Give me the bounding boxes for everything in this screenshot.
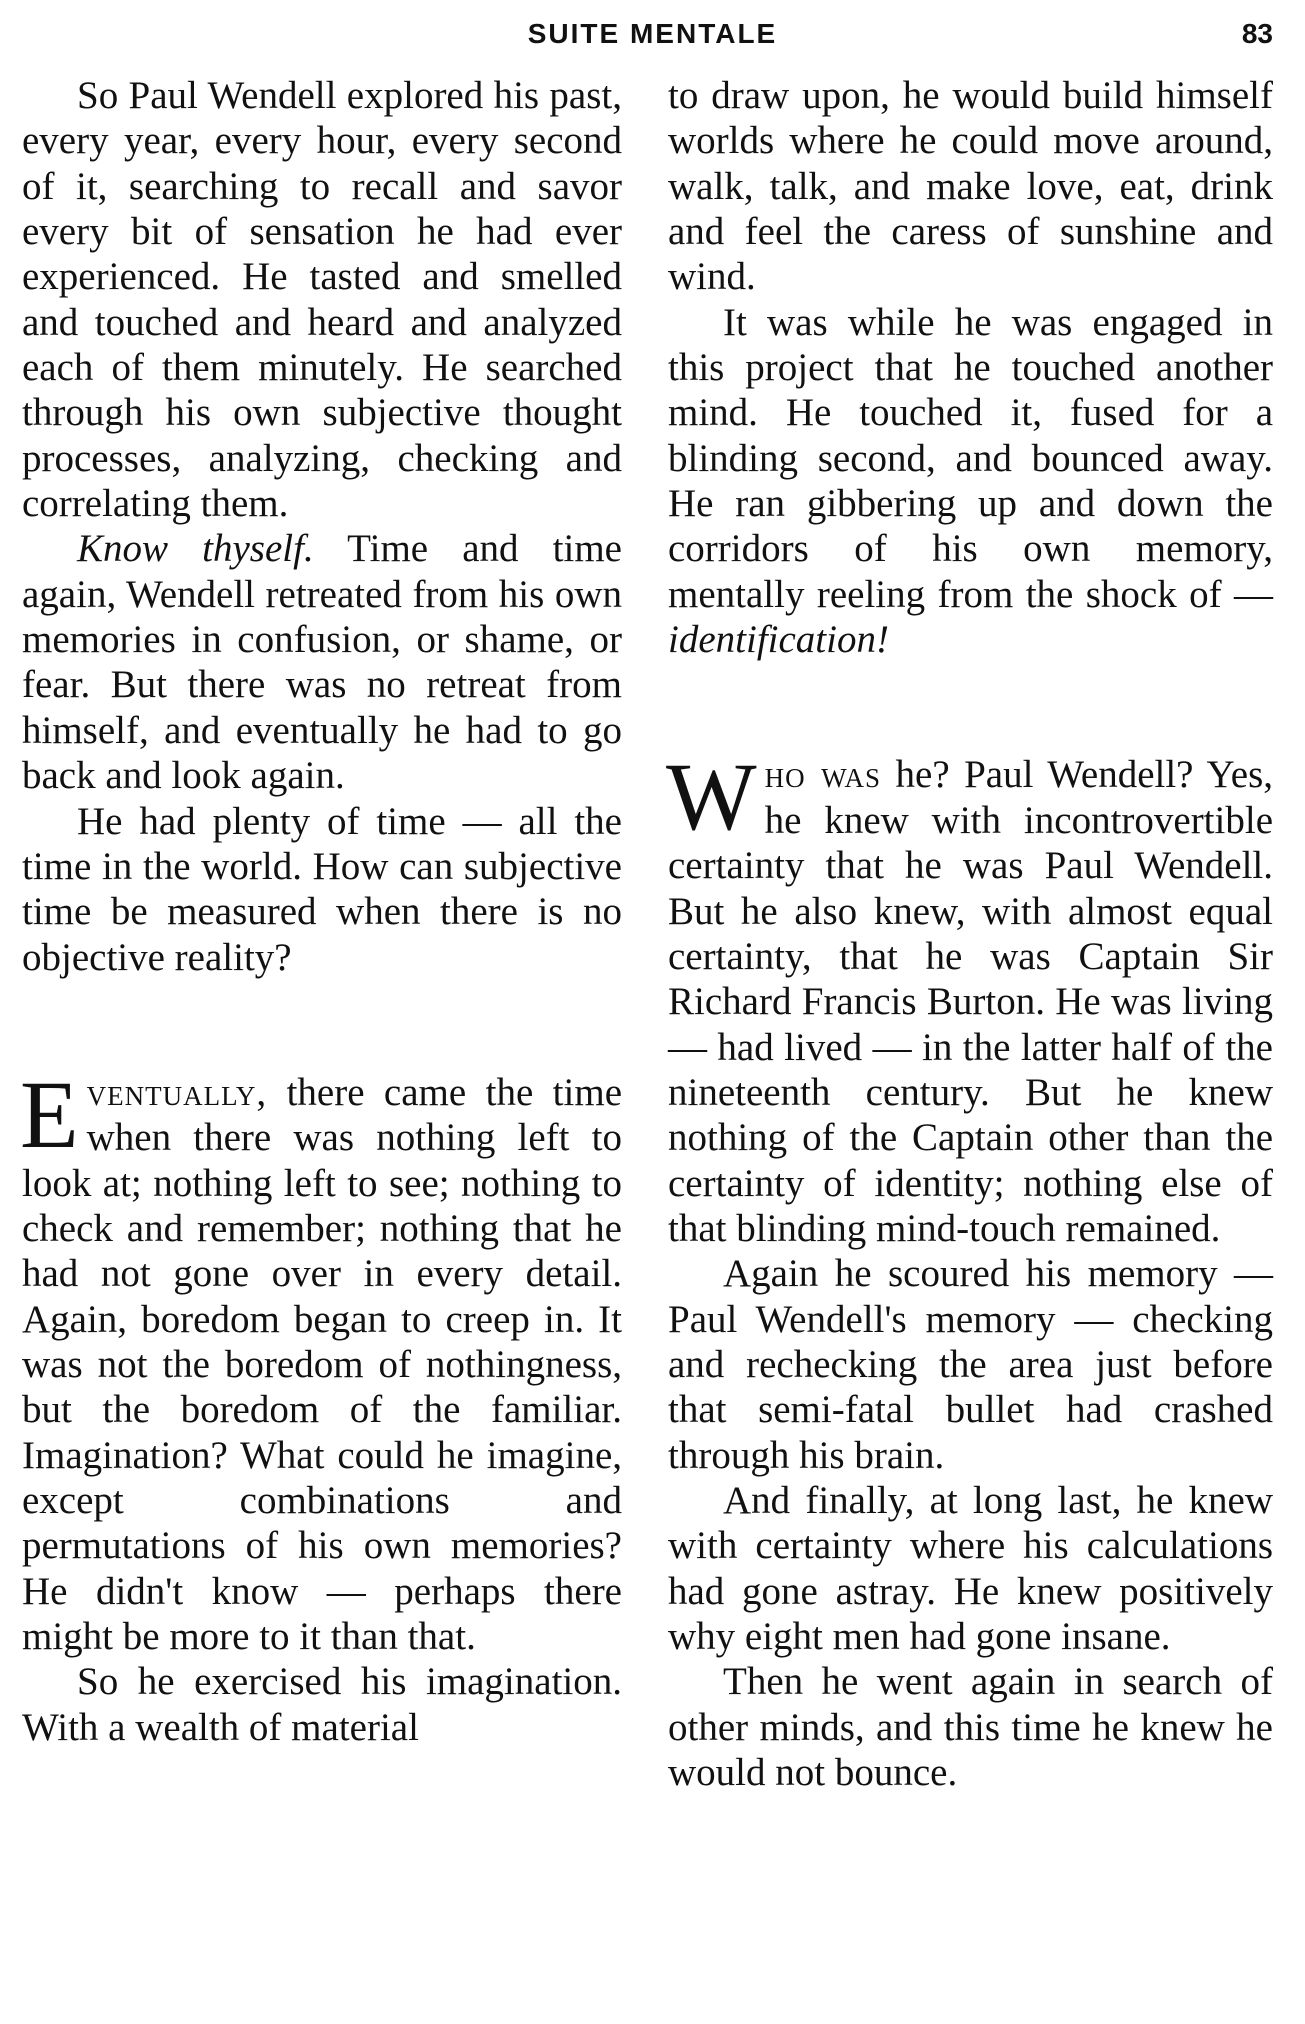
section-break xyxy=(22,980,622,1070)
small-caps-lead: ho was xyxy=(764,753,882,797)
paragraph-text: Then he went again in search of other minds, and this time he knew he would not bounce. xyxy=(668,1660,1273,1795)
page-number: 83 xyxy=(1241,18,1273,49)
paragraph xyxy=(22,1659,622,1750)
small-caps-lead: ventually, xyxy=(86,1070,268,1114)
running-title: SUITE MENTALE xyxy=(527,18,778,49)
paragraph-text: And finally, at long last, he knew with certainty where his calculations had gone astray. He knew positively why eight men had gone insane. xyxy=(668,1478,1273,1658)
italic-phrase: Know thyself. xyxy=(77,527,314,571)
drop-cap: W xyxy=(666,743,757,851)
paragraph xyxy=(666,743,1273,1251)
paragraph-text: Time and time again, Wendell retreated from his own memories in confusion, or shame, or fear. But there was no retreat from himself, and eventually he had to go back and look again. xyxy=(22,527,622,798)
paragraph-text: there came the time when there was nothing left to look at; nothing left to see; nothing to check and remember; nothing that he had not gone over in every detail. Again, boredom began to creep in. It was not the boredom of nothingness, but the boredom of the familiar. Imagination? What could he imagine, except combinations and permutations of his own memories? He didn't know — perhaps there might be more to it than that. xyxy=(22,1070,622,1658)
drop-cap: E xyxy=(20,1060,79,1168)
paragraph-text: Again he scoured his memory — Paul Wendell's memory — checking and rechecking the area just before that semi-fatal bullet had crashed through his brain. xyxy=(668,1252,1273,1477)
paragraph-text: So he exercised his imagination. With a wealth of material xyxy=(22,1660,622,1749)
paragraph xyxy=(22,799,622,980)
paragraph-text: he? Paul Wendell? Yes, he knew with incontrovertible certainty that he was Paul Wendell. But he also knew, with almost equal certainty, that he was Captain Sir Richard Francis Burton. He was living — had lived — in the latter half of the nineteenth century. But he knew nothing of the Captain other than the certainty of identity; nothing else of that blinding mind-touch remained. xyxy=(668,753,1273,1250)
paragraph xyxy=(668,1251,1273,1478)
running-head xyxy=(0,14,1305,54)
paragraph xyxy=(668,300,1273,663)
paragraph-text: He had plenty of time — all the time in the world. How can subjective time be measured when there is no objective reality? xyxy=(22,799,622,979)
paragraph xyxy=(22,73,622,526)
paragraph-text: It was while he was engaged in this project that he touched another mind. He touched it, fused for a blinding second, and bounced away. He ran gibbering up and down the corridors of his own memory, mentally reeling from the shock of — xyxy=(668,300,1273,616)
paragraph xyxy=(20,1060,622,1659)
paragraph-text: to draw upon, he would build himself worlds where he could move around, walk, talk, and make love, eat, drink and feel the caress of sunshine and wind. xyxy=(668,74,1273,299)
italic-phrase: identification! xyxy=(668,618,889,662)
paragraph xyxy=(668,73,1273,300)
paragraph-text: So Paul Wendell explored his past, every year, every hour, every second of it, searching to recall and savor every bit of sensation he had ever experienced. He tasted and smelled and touched and heard and analyzed each of them minutely. He searched through his own subjective thought processes, analyzing, checking and correlating them. xyxy=(22,74,622,526)
paragraph xyxy=(668,1659,1273,1795)
paragraph xyxy=(668,1478,1273,1659)
section-break xyxy=(668,662,1273,752)
left-column xyxy=(22,73,622,1750)
paragraph xyxy=(22,526,622,798)
right-column xyxy=(668,73,1273,1795)
